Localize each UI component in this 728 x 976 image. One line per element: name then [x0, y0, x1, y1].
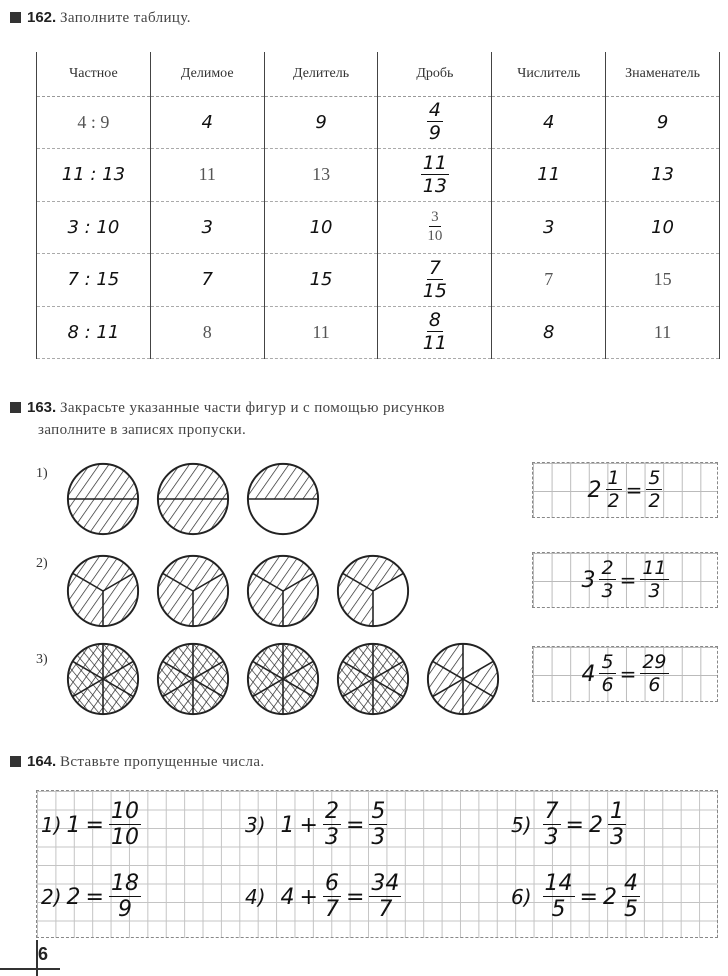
circle-thirds-full	[64, 552, 142, 630]
circle-sixths-full	[64, 640, 142, 718]
fraction-numerator: 3	[431, 209, 439, 226]
fraction-numerator: 29	[642, 651, 667, 673]
whole-part: 2	[602, 884, 617, 910]
fraction	[423, 311, 447, 353]
cell-numerator: 4	[492, 96, 606, 149]
header-divisor: Делитель	[264, 52, 378, 96]
equals-sign: =	[565, 812, 584, 838]
fraction-numerator: 7	[428, 256, 441, 279]
fraction	[369, 801, 387, 849]
equals-sign: =	[619, 662, 637, 686]
circle-halves-half	[244, 460, 322, 538]
equation-4	[245, 873, 401, 921]
page-footer-rule	[0, 968, 60, 970]
fraction-numerator: 34	[371, 871, 400, 896]
fraction-denominator: 2	[648, 490, 661, 512]
mixed-number-record	[532, 462, 718, 518]
fraction	[323, 801, 341, 849]
fraction	[109, 801, 141, 849]
cell-numerator: 7	[492, 254, 606, 307]
equation-label: 3)	[245, 813, 266, 837]
fraction	[599, 653, 615, 695]
task-163-heading-line2	[38, 420, 246, 440]
fraction-denominator: 6	[648, 674, 661, 696]
whole-part: 2	[587, 477, 602, 503]
fraction	[421, 151, 449, 197]
fraction	[427, 210, 442, 244]
mixed-number-record	[532, 646, 718, 702]
circle-row-thirds	[64, 552, 412, 630]
task-instruction: Закрасьте указанные части фигур и с помощью рисунков	[59, 400, 445, 416]
fraction	[109, 873, 141, 921]
fraction	[369, 873, 401, 921]
fraction-numerator: 6	[324, 871, 339, 896]
fraction-denominator: 9	[117, 897, 132, 922]
fraction-denominator: 11	[422, 332, 447, 355]
header-numerator: Числитель	[492, 52, 606, 96]
equation-3	[245, 801, 387, 849]
cell-denominator: 10	[606, 201, 720, 254]
circle-sixths-full	[154, 640, 232, 718]
cell-fraction	[378, 149, 492, 202]
equation-label: 5)	[511, 813, 532, 837]
cell-dividend: 8	[150, 306, 264, 359]
improper-fraction	[640, 653, 668, 695]
answer-grid	[36, 790, 718, 938]
fraction-denominator: 6	[601, 674, 614, 696]
task-marker-icon	[10, 402, 21, 413]
cell-denominator: 9	[606, 96, 720, 149]
fraction-denominator: 5	[623, 897, 638, 922]
task-instruction: Вставьте пропущенные числа.	[59, 754, 265, 770]
task-marker-icon	[10, 12, 21, 23]
circle-sixths-full	[244, 640, 322, 718]
equation-term: 1	[280, 812, 295, 838]
equation-label: 4)	[245, 885, 266, 909]
header-dividend: Делимое	[150, 52, 264, 96]
equation-term: 2	[66, 884, 81, 910]
fraction-numerator: 5	[371, 799, 386, 824]
cell-divisor: 13	[264, 149, 378, 202]
header-fraction: Дробь	[378, 52, 492, 96]
fraction-numerator: 2	[601, 557, 614, 579]
page-number: 6	[38, 944, 49, 964]
equation-label: 6)	[511, 885, 532, 909]
fraction-numerator: 18	[110, 871, 139, 896]
equals-sign: =	[345, 884, 365, 910]
fraction	[606, 469, 622, 511]
row-label: 3)	[36, 652, 48, 667]
equation-label: 1)	[41, 813, 62, 837]
cell-denominator: 11	[606, 306, 720, 359]
equals-sign: =	[345, 812, 365, 838]
whole-part: 4	[581, 661, 596, 687]
fraction	[427, 101, 443, 143]
cell-quotient: 7 : 15	[37, 254, 151, 307]
cell-fraction	[378, 96, 492, 149]
cell-fraction	[378, 306, 492, 359]
fraction-denominator: 10	[110, 825, 139, 850]
fraction-numerator: 1	[607, 467, 620, 489]
fraction-numerator: 11	[642, 557, 667, 579]
task-marker-icon	[10, 756, 21, 767]
cell-numerator: 3	[492, 201, 606, 254]
fraction-numerator: 4	[428, 99, 441, 122]
cell-dividend: 4	[150, 96, 264, 149]
circle-sixths-partial	[424, 640, 502, 718]
cell-quotient: 11 : 13	[37, 149, 151, 202]
fraction-numerator: 8	[428, 309, 441, 332]
task-instruction: заполните в записях пропуски.	[38, 422, 247, 438]
fraction-denominator: 3	[648, 580, 661, 602]
circle-sixths-full	[334, 640, 412, 718]
whole-part: 3	[581, 567, 596, 593]
fraction-denominator: 15	[422, 279, 447, 302]
fraction-numerator: 2	[324, 799, 339, 824]
fraction-numerator: 14	[544, 871, 573, 896]
cell-fraction	[378, 201, 492, 254]
fraction-denominator: 2	[607, 490, 620, 512]
table-row	[37, 149, 720, 202]
fraction-denominator: 3	[601, 580, 614, 602]
fraction-denominator: 10	[427, 228, 443, 245]
fraction-numerator: 5	[601, 651, 614, 673]
cell-divisor: 10	[264, 201, 378, 254]
cell-quotient: 3 : 10	[37, 201, 151, 254]
fraction-numerator: 4	[623, 871, 638, 896]
cell-divisor: 9	[264, 96, 378, 149]
equals-sign: =	[625, 478, 643, 502]
fraction-denominator: 7	[378, 897, 393, 922]
equation-5	[511, 801, 626, 849]
task-162-heading	[10, 8, 191, 28]
fraction	[543, 801, 561, 849]
fraction-denominator: 3	[544, 825, 559, 850]
fraction	[622, 873, 640, 921]
mixed-number-record	[532, 552, 718, 608]
circle-halves-full	[64, 460, 142, 538]
fraction	[543, 873, 575, 921]
row-label: 2)	[36, 556, 48, 571]
circle-thirds-full	[154, 552, 232, 630]
task-number: 164.	[27, 753, 57, 770]
fraction-numerator: 10	[110, 799, 139, 824]
fraction-denominator: 9	[428, 122, 441, 145]
cell-dividend: 7	[150, 254, 264, 307]
table-row	[37, 254, 720, 307]
table-header-row	[37, 52, 720, 96]
task-instruction: Заполните таблицу.	[59, 10, 191, 26]
plus-sign: +	[299, 812, 318, 838]
cell-quotient: 4 : 9	[37, 96, 151, 149]
row-label: 1)	[36, 466, 48, 481]
circle-thirds-partial	[334, 552, 412, 630]
cell-numerator: 11	[492, 149, 606, 202]
equation-6	[511, 873, 640, 921]
circle-row-sixths	[64, 640, 502, 718]
plus-sign: +	[299, 884, 318, 910]
equals-sign: =	[619, 568, 637, 592]
fraction-denominator: 5	[551, 897, 566, 922]
task-163-heading	[10, 398, 445, 418]
fraction-denominator: 7	[324, 897, 339, 922]
cell-divisor: 11	[264, 306, 378, 359]
cell-dividend: 3	[150, 201, 264, 254]
fraction-denominator: 13	[422, 174, 447, 197]
fraction	[323, 873, 341, 921]
cell-fraction	[378, 254, 492, 307]
table-row	[37, 306, 720, 359]
circle-row-halves	[64, 460, 322, 538]
header-denominator: Знаменатель	[606, 52, 720, 96]
cell-numerator: 8	[492, 306, 606, 359]
cell-divisor: 15	[264, 254, 378, 307]
equation-term: 1	[66, 812, 81, 838]
fraction-numerator: 5	[648, 467, 661, 489]
cell-denominator: 15	[606, 254, 720, 307]
table-row	[37, 201, 720, 254]
whole-part: 2	[588, 812, 603, 838]
fraction	[608, 801, 626, 849]
equals-sign: =	[85, 884, 104, 910]
task-number: 163.	[27, 399, 57, 416]
equals-sign: =	[85, 812, 104, 838]
equation-1	[41, 801, 141, 849]
task-number: 162.	[27, 9, 57, 26]
header-quotient: Частное	[37, 52, 151, 96]
circle-halves-full	[154, 460, 232, 538]
cell-dividend: 11	[150, 149, 264, 202]
table-row	[37, 96, 720, 149]
fraction-numerator: 11	[422, 151, 447, 174]
fraction	[599, 559, 615, 601]
fraction-numerator: 1	[609, 799, 624, 824]
equals-sign: =	[579, 884, 598, 910]
equation-term: 4	[280, 884, 295, 910]
improper-fraction	[646, 469, 662, 511]
cell-denominator: 13	[606, 149, 720, 202]
equation-2	[41, 873, 141, 921]
fraction-denominator: 3	[371, 825, 386, 850]
fraction	[422, 256, 447, 302]
circle-thirds-full	[244, 552, 322, 630]
fraction-table	[36, 52, 720, 359]
fraction-numerator: 7	[544, 799, 559, 824]
fraction-denominator: 3	[609, 825, 624, 850]
equation-label: 2)	[41, 885, 62, 909]
cell-quotient: 8 : 11	[37, 306, 151, 359]
task-164-heading	[10, 752, 265, 772]
fraction-denominator: 3	[324, 825, 339, 850]
improper-fraction	[640, 559, 668, 601]
